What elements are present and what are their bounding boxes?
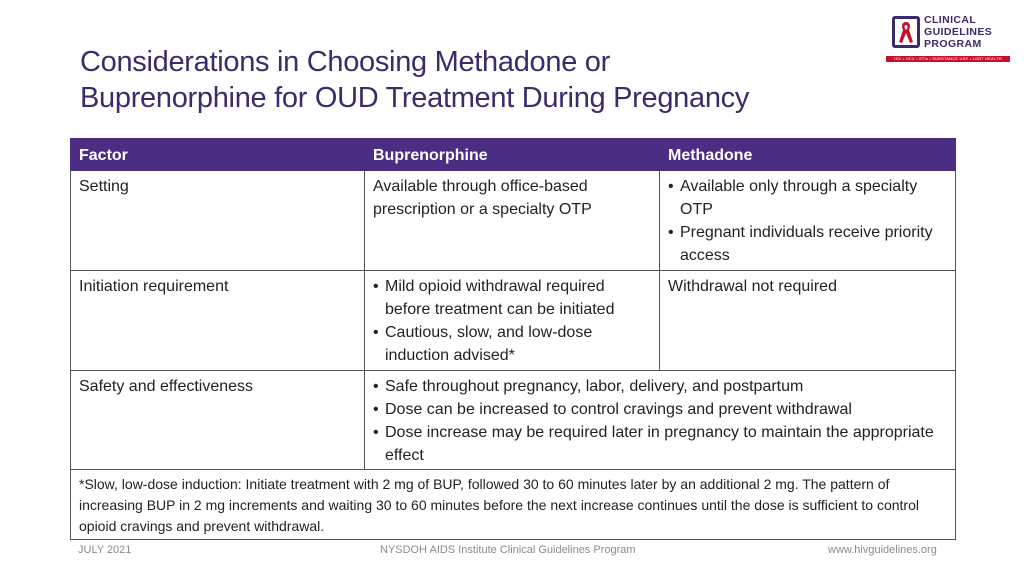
table-row bbox=[71, 171, 956, 271]
list-item: • Dose can be increased to control cravings and prevent withdrawal bbox=[373, 401, 852, 418]
row-setting-methadone bbox=[660, 171, 956, 271]
list-item: • Safe throughout pregnancy, labor, delivery, and postpartum bbox=[373, 378, 804, 395]
logo-line-3: PROGRAM bbox=[924, 38, 982, 50]
row-initiation-factor: Initiation requirement bbox=[71, 271, 365, 371]
bullet-text: Cautious, slow, and low-dose induction advised* bbox=[385, 324, 593, 364]
clinical-guidelines-logo bbox=[886, 14, 1010, 64]
footer-url: www.hivguidelines.org bbox=[828, 544, 937, 556]
list-item: • Pregnant individuals receive priority access bbox=[668, 224, 933, 264]
header-buprenorphine: Buprenorphine bbox=[365, 139, 660, 171]
logo-line-1: CLINICAL bbox=[924, 14, 977, 26]
slide-title bbox=[80, 44, 900, 116]
bullet-text: Mild opioid withdrawal required before treatment can be initiated bbox=[385, 278, 615, 318]
comparison-table bbox=[70, 138, 956, 540]
list-item: • Cautious, slow, and low-dose induction advised* bbox=[373, 324, 593, 364]
bullet-text: Dose can be increased to control cravings and prevent withdrawal bbox=[385, 401, 852, 418]
row-setting-buprenorphine: Available through office-based prescription or a specialty OTP bbox=[365, 171, 660, 271]
slide-title-line-2: Buprenorphine for OUD Treatment During Pregnancy bbox=[80, 82, 750, 114]
row-setting-factor: Setting bbox=[71, 171, 365, 271]
footnote-row bbox=[71, 470, 956, 540]
table-header-row bbox=[71, 139, 956, 171]
bullet-text: Pregnant individuals receive priority access bbox=[680, 224, 933, 264]
bullet-text: Dose increase may be required later in pregnancy to maintain the appropriate effect bbox=[385, 424, 934, 464]
logo-line-2: GUIDELINES bbox=[924, 26, 993, 38]
induction-footnote: *Slow, low-dose induction: Initiate treatment with 2 mg of BUP, followed 30 to 60 minutes later by an additional 2 mg. The pattern of increasing BUP in 2 mg increments and waiting 30 to 60 minutes before the next increase continues until the dose is sufficient to control opioid cravings and prevent withdrawal. bbox=[71, 470, 956, 540]
logo-tagline: HIV • HCV • STIs • SUBSTANCE USE • LGBT HEALTH bbox=[886, 56, 1010, 62]
header-methadone: Methadone bbox=[660, 139, 956, 171]
footer-program: NYSDOH AIDS Institute Clinical Guidelines Program bbox=[380, 544, 636, 556]
footer-date: JULY 2021 bbox=[78, 544, 132, 556]
row-initiation-buprenorphine bbox=[365, 271, 660, 371]
row-safety-shared bbox=[365, 371, 956, 470]
header-factor: Factor bbox=[71, 139, 365, 171]
table-row bbox=[71, 271, 956, 371]
row-safety-factor: Safety and effectiveness bbox=[71, 371, 365, 470]
slide-title-line-1: Considerations in Choosing Methadone or bbox=[80, 46, 610, 78]
table-row bbox=[71, 371, 956, 470]
list-item: • Available only through a specialty OTP bbox=[668, 178, 918, 218]
row-initiation-methadone: Withdrawal not required bbox=[660, 271, 956, 371]
list-item: • Dose increase may be required later in pregnancy to maintain the appropriate effect bbox=[373, 424, 934, 464]
bullet-text: Available only through a specialty OTP bbox=[680, 178, 918, 218]
bullet-text: Safe throughout pregnancy, labor, delivery, and postpartum bbox=[385, 378, 804, 395]
red-ribbon-icon bbox=[898, 20, 914, 44]
logo-wordmark bbox=[924, 14, 1010, 50]
list-item: • Mild opioid withdrawal required before treatment can be initiated bbox=[373, 278, 615, 318]
